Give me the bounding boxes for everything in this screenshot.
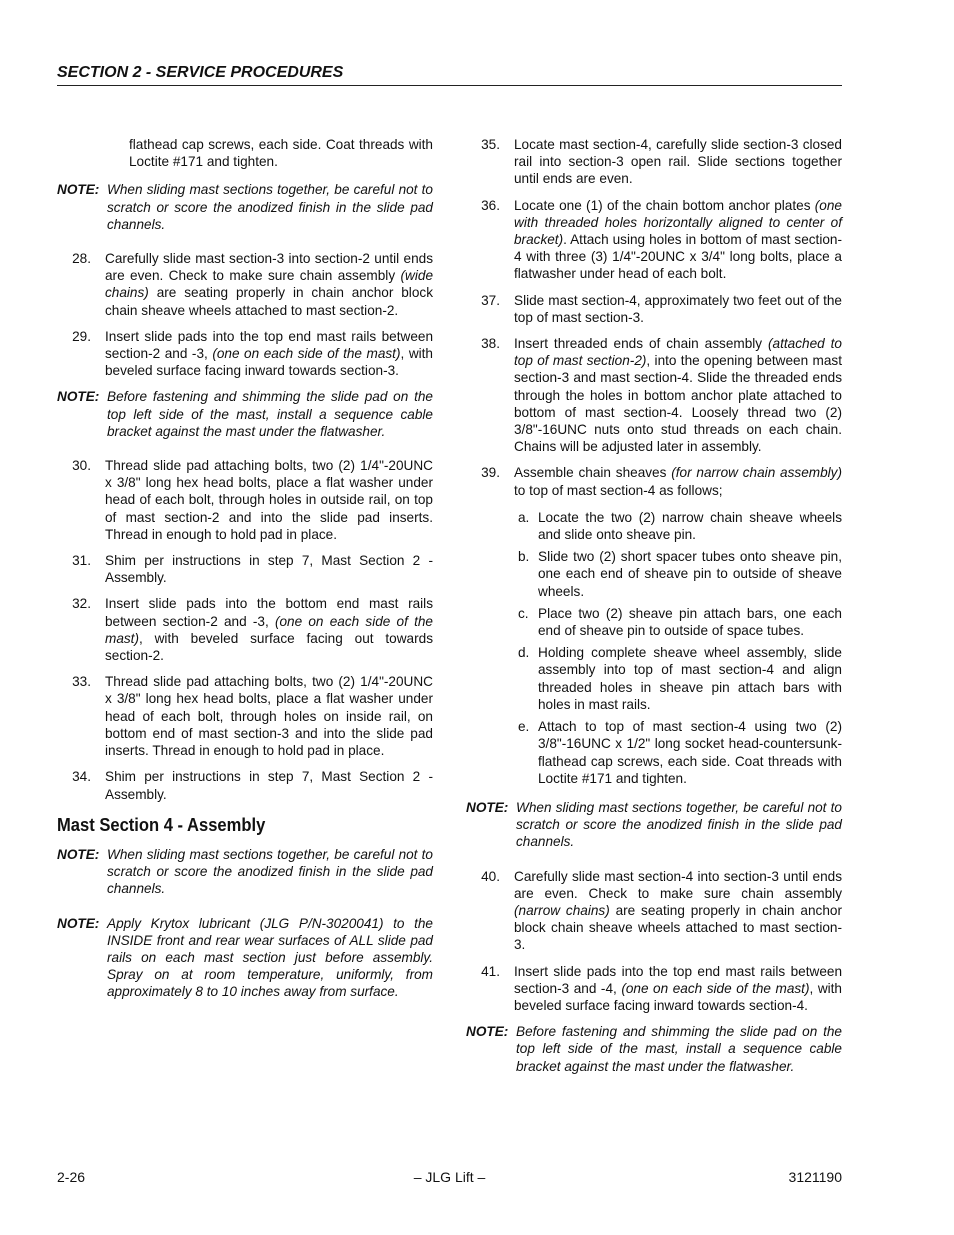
note-text: Before fastening and shimming the slide pad on the top left side of the mast, install a sequence cable bracket against the mast under the flatwasher. <box>107 389 433 439</box>
step-29 <box>57 328 433 380</box>
step-number: 38. <box>481 336 500 352</box>
step-text: Shim per instructions in step 7, Mast Section 2 - Assembly. <box>105 769 433 802</box>
step-text: Locate mast section-4, carefully slide section-3 closed rail into section-3 open rail. Slide sections together until ends are even. <box>514 137 842 187</box>
substep-c <box>466 605 842 639</box>
step-28 <box>57 250 433 319</box>
step-number: 33. <box>72 674 91 690</box>
step-text: Insert slide pads into the top end mast rails between section-3 and -4, (one on each side of the mast), with beveled surface facing inward towards section-4. <box>514 963 842 1013</box>
step-text: Locate one (1) of the chain bottom anchor plates (one with threaded holes horizontally aligned to center of bracket). Attach using holes in bottom of mast section-4 with three (3) 1/4"-20UNC x 3/4" long bolts, place a flatwasher under head of each bolt. <box>514 197 842 282</box>
step-40 <box>466 868 842 954</box>
step-text: Thread slide pad attaching bolts, two (2) 1/4"-20UNC x 3/8" long hex head bolts, place a flat washer under head of each bolt, through holes in outside rail, on top of mast section-2 and into the slide pad inserts. Thread in enough to hold pad in place. <box>105 458 433 542</box>
step-text: Carefully slide mast section-3 into section-2 until ends are even. Check to make sure chain assembly (wide chains) are seating properly in chain anchor block chain sheave wheels attached to mast section-2. <box>105 251 433 318</box>
substep-a <box>466 509 842 543</box>
substep-text: Locate the two (2) narrow chain sheave wheels and slide onto sheave pin. <box>538 509 842 543</box>
step-number: 39. <box>481 465 500 481</box>
note-label: NOTE: <box>57 389 100 405</box>
substep-list <box>466 509 842 787</box>
substep-text: Slide two (2) short spacer tubes onto sheave pin, one each end of sheave pin to outside of sheave wheels. <box>538 549 842 599</box>
step-number: 35. <box>481 137 500 152</box>
left-column <box>57 136 433 1018</box>
step-31 <box>57 552 433 586</box>
substep-letter: a. <box>518 509 530 525</box>
section-heading: Mast Section 4 - Assembly <box>57 814 266 835</box>
step-text: Shim per instructions in step 7, Mast Section 2 - Assembly. <box>105 553 433 586</box>
step-number: 29. <box>72 328 91 344</box>
step-text: Thread slide pad attaching bolts, two (2) 1/4"-20UNC x 3/8" long hex head bolts, place a flat washer under head of each bolt, through holes on inside rail, on bottom end of mast section-3 and into the slide pad inserts. Thread in enough to hold pad in place. <box>105 674 433 759</box>
note <box>466 1023 842 1075</box>
step-number: 32. <box>72 596 91 612</box>
page-footer <box>57 1169 842 1187</box>
page-number: 2-26 <box>57 1169 86 1185</box>
note-label: NOTE: <box>57 182 100 198</box>
step-38 <box>466 335 842 455</box>
note-text: Before fastening and shimming the slide pad on the top left side of the mast, install a sequence cable bracket against the mast under the flatwasher. <box>516 1024 842 1074</box>
continued-text: flathead cap screws, each side. Coat threads with Loctite #171 and tighten. <box>129 137 433 170</box>
step-number: 31. <box>72 553 91 569</box>
substep-letter: b. <box>518 549 530 565</box>
note-text: When sliding mast sections together, be careful not to scratch or score the anodized finish in the slide pad channels. <box>107 846 433 897</box>
step-37 <box>466 292 842 326</box>
substep-text: Attach to top of mast section-4 using two (2) 3/8"-16UNC x 1/2" long socket head-countersunk-flathead cap screws, each side. Coat threads with Loctite #171 and tighten. <box>538 719 842 786</box>
substep-text: Holding complete sheave wheel assembly, slide assembly into top of mast section-4 and align threaded holes in sheave pin attach bars with holes in mast rails. <box>538 645 842 712</box>
step-text: Insert slide pads into the top end mast rails between section-2 and -3, (one on each side of the mast), with beveled surface facing inward towards section-3. <box>105 328 433 379</box>
step-number: 34. <box>72 769 91 785</box>
step-text: Insert slide pads into the bottom end mast rails between section-2 and -3, (one on each side of the mast), with beveled surface facing out towards section-2. <box>105 596 433 664</box>
section-header: SECTION 2 - SERVICE PROCEDURES <box>57 64 842 86</box>
substep-letter: e. <box>518 719 530 735</box>
footer-brand: – JLG Lift – <box>413 1169 486 1185</box>
substep-b <box>466 548 842 600</box>
note-text: When sliding mast sections together, be careful not to scratch or score the anodized finish in the slide pad channels. <box>516 799 842 850</box>
note <box>57 388 433 440</box>
note <box>57 915 433 1001</box>
document-number: 3121190 <box>788 1169 842 1185</box>
note-label: NOTE: <box>57 915 100 931</box>
step-text: Assemble chain sheaves (for narrow chain assembly) to top of mast section-4 as follows; <box>514 465 842 498</box>
step-number: 37. <box>481 292 500 308</box>
step-text: Carefully slide mast section-4 into section-3 until ends are even. Check to make sure chain assembly (narrow chains) are seating properly in chain anchor block chain sheave wheels attached to mast section-3. <box>514 868 842 953</box>
step-number: 40. <box>481 868 500 884</box>
note-label: NOTE: <box>466 1024 509 1040</box>
substep-letter: c. <box>518 605 529 621</box>
step-number: 30. <box>72 458 91 474</box>
step-text: Insert threaded ends of chain assembly (attached to top of mast section-2), into the opening between mast section-3 and mast section-4. Slide the threaded ends through the holes in bottom anchor plate attached to bottom of mast section-4. Loosely thread two (2) 3/8"-16UNC nuts onto stud threads on each chain. Chains will be adjusted later in assembly. <box>514 336 842 455</box>
right-column <box>466 136 842 1092</box>
note-text: Apply Krytox lubricant (JLG P/N-3020041) to the INSIDE front and rear wear surfaces of ALL slide pad rails on each mast section just before assembly. Spray on at room temperature, uniformly, from approximately 8 to 10 inches away from surface. <box>107 915 433 1000</box>
step-39 <box>466 464 842 498</box>
step-text: Slide mast section-4, approximately two feet out of the top of mast section-3. <box>514 292 842 325</box>
step-36 <box>466 197 842 283</box>
substep-d <box>466 644 842 713</box>
note-label: NOTE: <box>57 846 100 862</box>
step-30 <box>57 457 433 543</box>
substep-e <box>466 718 842 787</box>
note <box>57 846 433 898</box>
step-number: 41. <box>481 963 500 979</box>
note-text: When sliding mast sections together, be careful not to scratch or score the anodized finish in the slide pad channels. <box>107 182 433 232</box>
step-33 <box>57 673 433 759</box>
substep-letter: d. <box>518 645 530 661</box>
step-number: 28. <box>72 251 91 267</box>
step-32 <box>57 595 433 664</box>
substep-text: Place two (2) sheave pin attach bars, one each end of sheave pin to outside of space tubes. <box>538 605 842 639</box>
step-41 <box>466 963 842 1015</box>
step-34 <box>57 768 433 802</box>
note <box>466 799 842 851</box>
note-label: NOTE: <box>466 799 509 815</box>
step-number: 36. <box>481 197 500 213</box>
note <box>57 181 433 233</box>
step-35 <box>466 136 842 188</box>
